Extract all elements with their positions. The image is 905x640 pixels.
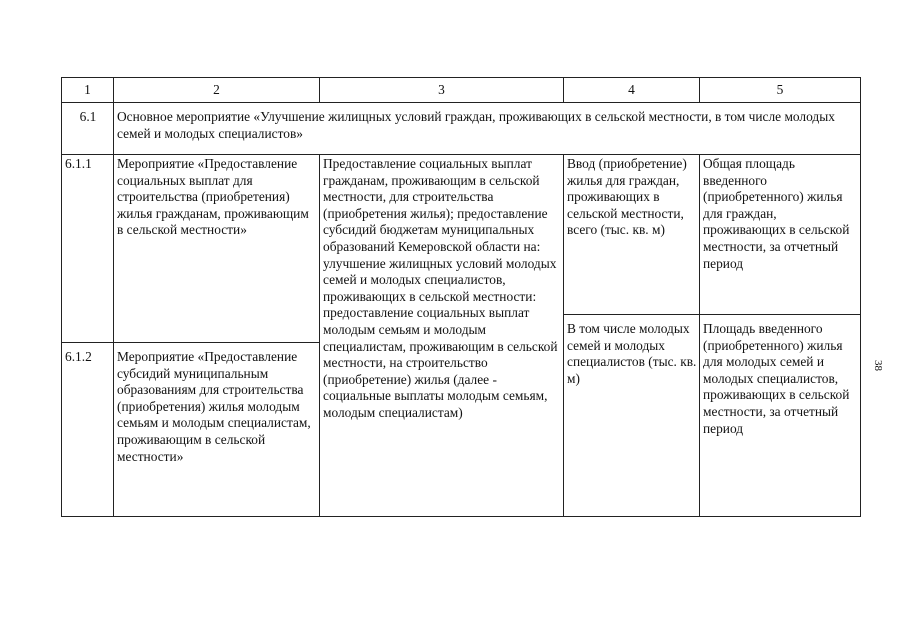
indicator-method: Общая площадь введенного (приобретенного) жилья для граждан, проживающих в сельской местности, за отчетный период bbox=[700, 155, 861, 315]
row-measure: Мероприятие «Предоставление социальных выплат для строительства (приобретения) жилья гражданам, проживающим в сельской местности» bbox=[114, 155, 320, 343]
row-number: 6.1.2 bbox=[62, 343, 114, 517]
header-col-1: 1 bbox=[62, 78, 114, 103]
header-row bbox=[62, 78, 861, 103]
indicator-name: Ввод (приобретение) жилья для граждан, проживающих в сельской местности, всего (тыс. кв. м) bbox=[564, 155, 700, 315]
header-col-4: 4 bbox=[564, 78, 700, 103]
row-measure: Мероприятие «Предоставление субсидий муниципальным образованиям для строительства (приобретения) жилья молодым семьям и молодым специалистам, проживающим в сельской местности» bbox=[114, 343, 320, 517]
header-col-2: 2 bbox=[114, 78, 320, 103]
row-number: 6.1.1 bbox=[62, 155, 114, 343]
measures-table bbox=[61, 77, 861, 517]
page-number: 38 bbox=[872, 360, 884, 371]
table-row bbox=[62, 155, 861, 315]
indicator-name: В том числе молодых семей и молодых специалистов (тыс. кв. м) bbox=[564, 315, 700, 517]
indicator-method: Площадь введенного (приобретенного) жилья для молодых семей и молодых специалистов, проживающих в сельской местности, за отчетный период bbox=[700, 315, 861, 517]
section-title: Основное мероприятие «Улучшение жилищных условий граждан, проживающих в сельской местности, в том числе молодых семей и молодых специалистов» bbox=[114, 103, 861, 155]
row-description: Предоставление социальных выплат гражданам, проживающим в сельской местности, для строительства (приобретения жилья); предоставление субсидий бюджетам муниципальных образований Кемеровской области на: улучшение жилищных условий молодых семей и молодых специалистов, проживающих в сельской местности: предоставление социальных выплат молодым семьям и молодым специалистам, проживающим в сельской местности, на строительство (приобретение) жилья (далее - социальные выплаты молодым семьям, молодым специалистам) bbox=[320, 155, 564, 517]
header-col-3: 3 bbox=[320, 78, 564, 103]
header-col-5: 5 bbox=[700, 78, 861, 103]
section-number: 6.1 bbox=[62, 103, 114, 155]
section-row bbox=[62, 103, 861, 155]
